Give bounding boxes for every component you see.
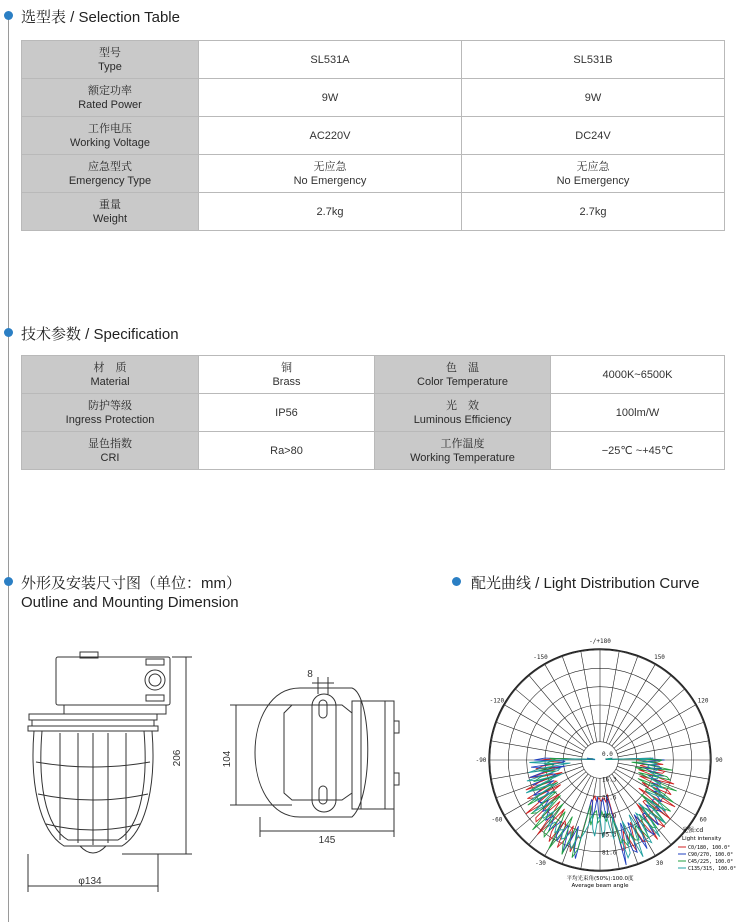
specification-title: 技术参数 / Specification: [21, 326, 179, 343]
spec-header-cn: 材 质: [93, 361, 127, 374]
cell-text: SL531A: [310, 53, 350, 66]
polar-spoke: [581, 652, 597, 742]
spec-header-cn: 显色指数: [88, 437, 132, 450]
polar-spoke: [606, 657, 637, 743]
lamp-side-view-drawing: [222, 665, 412, 850]
row-header-cn: 应急型式: [88, 160, 132, 173]
value-cell-sl531a: [199, 193, 462, 231]
value-cell-sl531a: [199, 155, 462, 193]
spec-header: [375, 356, 551, 394]
cell-text: 2.7kg: [316, 205, 344, 218]
cell-text: 9W: [584, 91, 602, 104]
polar-spoke: [529, 676, 588, 746]
polar-spoke: [618, 741, 708, 757]
spec-value: [199, 432, 375, 470]
spec-header: [375, 432, 551, 470]
polar-angle-label: -30: [535, 860, 546, 868]
polar-angle-label: -120: [489, 697, 505, 705]
cell-text: SL531B: [573, 53, 613, 66]
cell-text: 100lm/W: [615, 406, 660, 419]
section-bullet: [4, 577, 13, 586]
spec-header-en: Material: [90, 375, 130, 388]
spec-header: [22, 432, 199, 470]
section-guide-line: [8, 14, 9, 922]
cell-text: Brass: [272, 375, 301, 388]
spec-value: [199, 394, 375, 432]
polar-angle-label: -90: [476, 757, 487, 764]
legend-item: C135/315, 100.0°: [688, 866, 737, 872]
value-cell-sl531b: [462, 79, 725, 117]
section-bullet: [452, 577, 461, 586]
selection-row: [22, 79, 725, 117]
polar-spoke: [612, 676, 671, 746]
cell-text: DC24V: [575, 129, 611, 142]
selection-row: [22, 41, 725, 79]
dim-depth-label: 104: [222, 750, 233, 768]
selection-title: 选型表 / Selection Table: [21, 9, 180, 26]
polar-ring-label: 65.3: [602, 831, 617, 839]
polar-spoke: [492, 741, 582, 757]
polar-spoke: [562, 657, 593, 743]
cell-text: 2.7kg: [579, 205, 607, 218]
selection-row: [22, 193, 725, 231]
lamp-front-view-drawing: [20, 640, 200, 898]
cell-text: No Emergency: [556, 174, 630, 187]
dim-height-label: 206: [172, 749, 183, 767]
polar-spoke: [614, 689, 684, 748]
dim-bolt-label: 8: [307, 669, 313, 680]
row-header: [22, 155, 199, 193]
outline-title-cn: 外形及安装尺寸图（单位：mm）: [21, 575, 241, 592]
value-cell-sl531b: [462, 117, 725, 155]
spec-header: [375, 394, 551, 432]
cell-text: 铜: [281, 361, 292, 374]
row-header-en: Type: [98, 60, 122, 73]
cell-text: Ra>80: [270, 444, 303, 457]
polar-angle-label: 30: [655, 860, 664, 868]
polar-spoke: [603, 652, 619, 742]
value-cell-sl531a: [199, 117, 462, 155]
light-distribution-polar-chart: [476, 636, 738, 898]
legend-item: C90/270, 100.0°: [688, 852, 734, 858]
specification-row: [22, 356, 725, 394]
row-header: [22, 193, 199, 231]
polar-ring-label: 16.3: [602, 776, 617, 784]
polar-ring: [582, 742, 619, 779]
row-header: [22, 41, 199, 79]
spec-header-en: Working Temperature: [410, 451, 515, 464]
polar-spoke: [617, 722, 703, 753]
row-header: [22, 79, 199, 117]
row-header-en: Rated Power: [78, 98, 142, 111]
section-bullet: [4, 11, 13, 20]
spec-header: [22, 356, 199, 394]
spec-header-en: CRI: [100, 451, 120, 464]
polar-ring-label: 0.0: [602, 751, 613, 758]
polar-angle-label: 60: [699, 816, 707, 824]
outline-title-en: Outline and Mounting Dimension: [21, 594, 239, 611]
curve-title: 配光曲线 / Light Distribution Curve: [471, 575, 700, 592]
specification-row: [22, 432, 725, 470]
spec-header-cn: 光 效: [446, 399, 479, 412]
value-cell-sl531b: [462, 155, 725, 193]
row-header-en: Weight: [92, 212, 128, 225]
legend-item: C45/225, 100.0°: [688, 859, 734, 865]
dim-diameter-label: φ134: [78, 876, 102, 887]
polar-angle-label: 120: [697, 697, 709, 705]
spec-header-cn: 工作温度: [440, 437, 485, 450]
cell-text: −25℃ ~+45℃: [601, 444, 674, 457]
polar-angle-label: -60: [491, 816, 503, 824]
value-cell-sl531b: [462, 193, 725, 231]
cell-text: 9W: [321, 91, 339, 104]
cell-text: 无应急: [313, 160, 347, 173]
polar-ring-label: 81.6: [602, 849, 617, 857]
legend-title-en: Light intensity: [682, 836, 722, 842]
row-header-cn: 型号: [99, 46, 121, 59]
selection-table: [21, 40, 725, 231]
dim-width-label: 145: [318, 835, 336, 846]
row-header: [22, 117, 199, 155]
beam-angle-en: Average beam angle: [571, 883, 629, 889]
cell-text: IP56: [275, 406, 298, 419]
spec-header: [22, 394, 199, 432]
row-header-cn: 重量: [99, 198, 121, 211]
spec-header-en: Color Temperature: [417, 375, 508, 388]
spec-header-cn: 防护等级: [88, 399, 132, 412]
spec-value: [199, 356, 375, 394]
row-header-cn: 额定功率: [88, 84, 132, 97]
polar-ring-label: 48.9: [602, 813, 617, 820]
row-header-cn: 工作电压: [88, 122, 132, 135]
cell-text: No Emergency: [293, 174, 367, 187]
value-cell-sl531a: [199, 79, 462, 117]
specification-table: [21, 355, 725, 470]
specification-row: [22, 394, 725, 432]
polar-spoke: [497, 722, 583, 753]
row-header-en: Emergency Type: [68, 174, 152, 187]
selection-row: [22, 117, 725, 155]
value-cell-sl531a: [199, 41, 462, 79]
spec-header-en: Luminous Efficiency: [413, 413, 512, 426]
value-cell-sl531b: [462, 41, 725, 79]
selection-row: [22, 155, 725, 193]
spec-header-en: Ingress Protection: [65, 413, 155, 426]
cell-text: 无应急: [576, 160, 610, 173]
polar-angle-label: 90: [715, 757, 723, 764]
polar-angle-label: -150: [533, 653, 548, 661]
cell-text: AC220V: [309, 129, 351, 142]
polar-ring-label: 32.6: [602, 794, 617, 802]
polar-spoke: [516, 689, 586, 748]
cell-text: 4000K~6500K: [602, 368, 673, 381]
spec-value: [551, 394, 725, 432]
polar-angle-label: -/+180: [589, 638, 611, 645]
spec-header-cn: 色 温: [446, 361, 479, 374]
beam-angle-cn: 平均光束角(50%):100.0度: [566, 876, 634, 882]
spec-value: [551, 356, 725, 394]
polar-angle-label: 150: [654, 653, 665, 661]
legend-title-cn: 光强:cd: [682, 827, 704, 834]
spec-value: [551, 432, 725, 470]
section-bullet: [4, 328, 13, 337]
legend-item: C0/180, 100.0°: [688, 845, 731, 851]
row-header-en: Working Voltage: [70, 136, 150, 149]
